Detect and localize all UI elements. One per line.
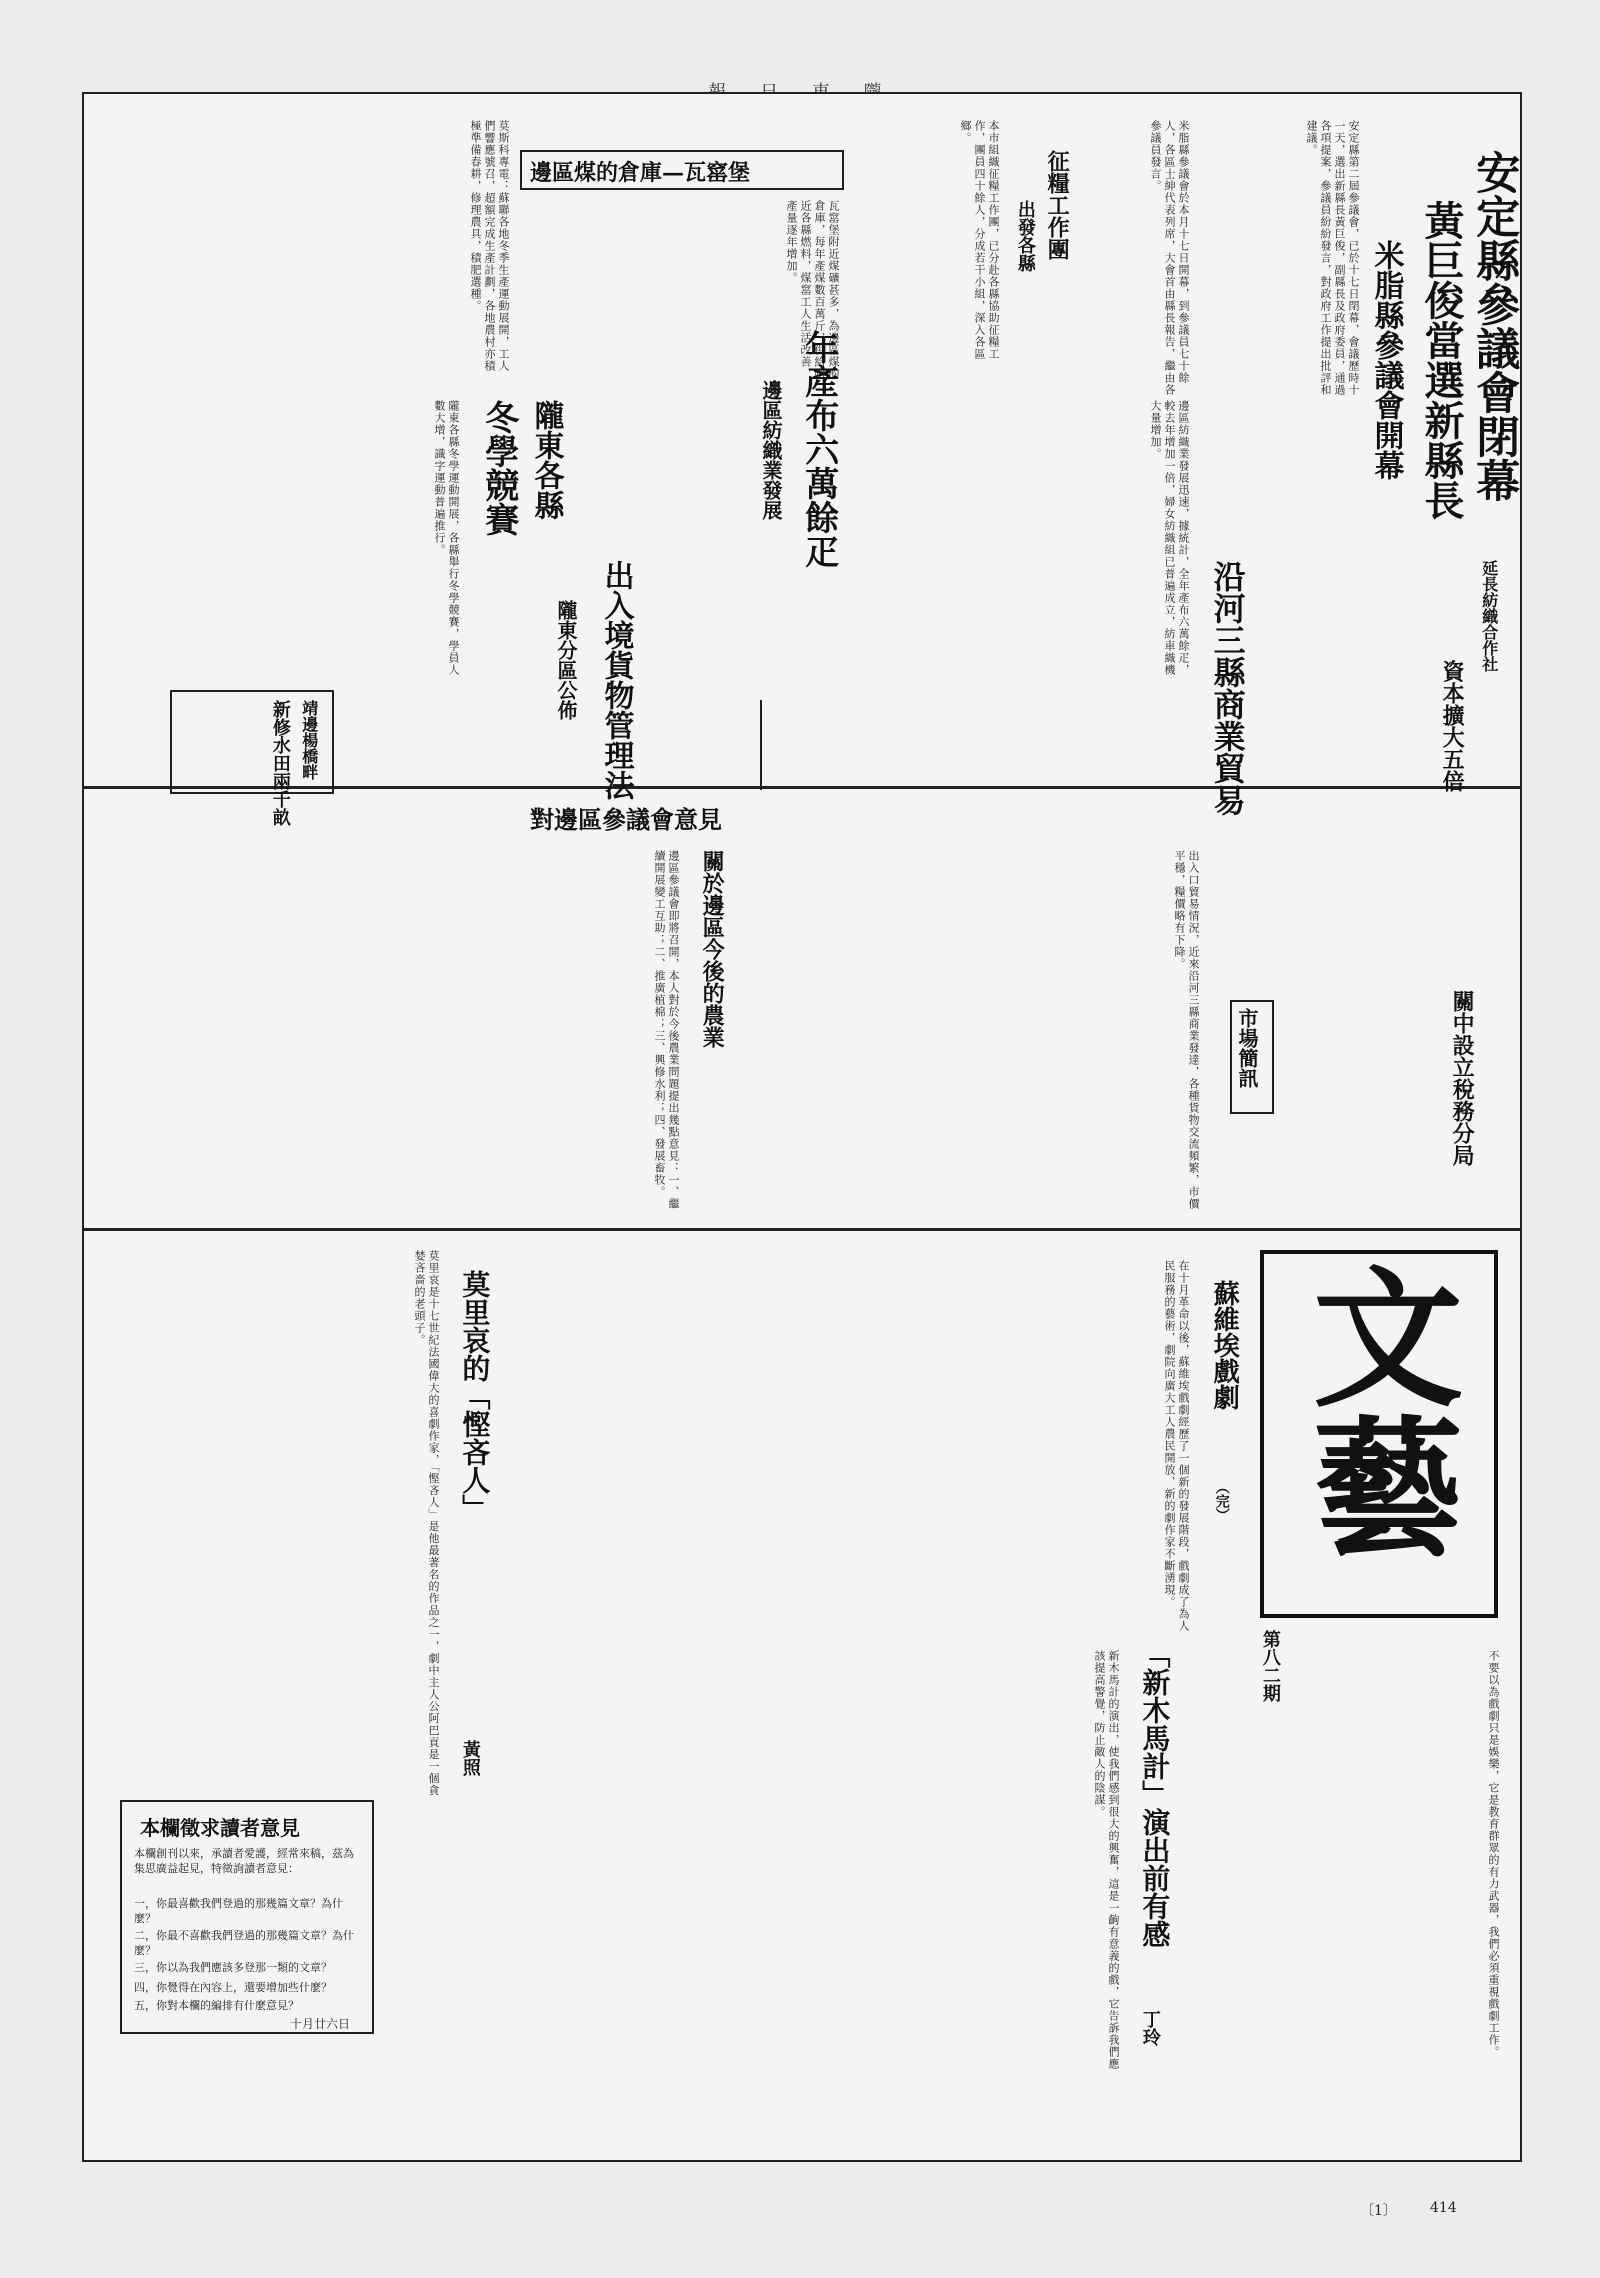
headline-zhengliang: 征糧工作團 — [1044, 150, 1071, 260]
article-text-wayaobu: 瓦窰堡附近煤礦甚多，為邊區煤的倉庫，每年產煤數百萬斤，供給附近各縣燃料，煤窰工人生活改善，產量逐年增加。 — [785, 200, 840, 380]
article-text-moliere: 莫里哀是十七世紀法國偉大的喜劇作家，「慳吝人」是他最著名的作品之一，劇中主人公阿巴貢是一個貪婪吝嗇的老頭子。 — [413, 1250, 440, 1797]
article-text-dongxue: 隴東各縣冬學運動開展，各縣舉行冬學競賽，學員人數大增，識字運動普遍推行。 — [433, 400, 460, 676]
headline-tax: 關中設立稅務分局 — [1449, 990, 1476, 1166]
headline-zhengliang-sub: 出發各縣 — [1014, 200, 1036, 272]
author-moliere: 黃照 — [459, 1740, 481, 1776]
reader-date: 十月廿六日 — [290, 2017, 351, 2031]
headline-newhorse: 「新木馬計」演出前有感 — [1138, 1640, 1172, 1948]
headline-anding: 安定縣參議會閉幕 — [1468, 150, 1520, 502]
article-text-opinion: 邊區參議會即將召開，本人對於今後農業問題提出幾點意見：一、繼續開展變工互助；二、推廣植棉；三、興修水利；四、發展畜牧。 — [653, 850, 680, 1210]
article-text-3: 本市組織征糧工作團，已分赴各縣協助征糧工作，團員四十餘人，分成若干小組，深入各區鄉。 — [959, 120, 1000, 360]
headline-dongxue: 冬學競賽 — [478, 400, 519, 536]
article-text-market: 出入口貿易情況，近來沿河三縣商業發達，各種貨物交流頻繁，市價平穩，糧價略有下降。 — [1173, 850, 1200, 1210]
headline-cloth: 年產布六萬餘疋 — [798, 330, 839, 568]
headline-yanhe: 沿河三縣商業貿易 — [1208, 560, 1247, 816]
author-newhorse: 丁玲 — [1139, 2010, 1161, 2046]
headline-huangjujun: 黃巨俊當選新縣長 — [1418, 200, 1465, 520]
article-text-newhorse: 新木馬計的演出，使我們感到很大的興奮，這是一齣有意義的戲，它告訴我們應該提高警覺，防止敵人的陰謀。 — [1093, 1650, 1120, 2070]
article-text-1: 安定縣第二屆參議會，已於十七日閉幕，會議歷時十一天，選出新縣長黃巨俊，副縣長及政府委員，通過各項提案，參議員紛紛發言，對政府工作提出批評和建議。 — [1305, 120, 1360, 396]
page-number: 〔1〕 — [1360, 2203, 1397, 2219]
reader-line-4: 四，你覺得在內容上，還要增加些什麼？ — [134, 1981, 332, 1994]
headline-cloth-sub: 邊區紡織業發展 — [759, 380, 783, 520]
headline-soviet: 蘇維埃戲劇 — [1209, 1280, 1240, 1410]
reader-title: 本欄徵求讀者意見 — [140, 1816, 300, 1840]
headline-shuitian: 新修水田兩千畝 — [269, 700, 291, 826]
article-text-left-top: 莫斯科專電：蘇聯各地冬季生產運動展開，工人們響應號召，超額完成生產計劃，各地農村亦積極準備春耕，修理農具，積肥選種。 — [469, 120, 510, 372]
reader-line-1: 一，你最喜歡我們登過的那幾篇文章？為什麼？ — [134, 1897, 343, 1925]
article-text-2: 米脂縣參議會於本月十七日開幕，到參議員七十餘人，各區士紳代表列席，大會首由縣長報告，繼由各參議員發言。 — [1149, 120, 1190, 396]
headline-mizhi: 米脂縣參議會開幕 — [1368, 240, 1404, 480]
headline-moliere: 莫里哀的「慳吝人」 — [458, 1270, 492, 1522]
headline-capital-sub: 延長紡織合作社 — [1479, 560, 1499, 672]
article-text-right-bottom: 不要以為戲劇只是娛樂，它是教育群眾的有力武器，我們必須重視戲劇工作。 — [1487, 1650, 1500, 2058]
wenyi-title: 文藝 — [1287, 1260, 1463, 1560]
headline-agri: 關於邊區今後的農業 — [699, 850, 726, 1048]
divider-v1 — [760, 700, 762, 790]
divider-middle — [82, 1228, 1522, 1231]
reader-line-2: 二，你最不喜歡我們登過的那幾篇文章？為什麼？ — [134, 1929, 354, 1957]
reader-line-0: 本欄創刊以來，承讀者愛護，經常來稿，茲為集思廣益起見，特徵詢讀者意見： — [134, 1847, 354, 1875]
headline-wayaobu: 邊區煤的倉庫—瓦窰堡 — [530, 160, 751, 186]
headline-capital: 資本擴大五倍 — [1439, 660, 1466, 792]
wenyi-issue: 第八二期 — [1259, 1630, 1281, 1702]
article-text-soviet: 在十月革命以後，蘇維埃戲劇經歷了一個新的發展階段，戲劇成了為人民服務的藝術，劇院向廣大工人農民開放，新的劇作家不斷湧現。 — [1163, 1260, 1190, 1632]
reader-line-3: 三，你以為我們應該多登那一類的文章？ — [134, 1961, 332, 1974]
headline-longdong: 隴東各縣 — [528, 400, 564, 520]
headline-market: 市場簡訊 — [1235, 1008, 1259, 1088]
headline-soviet-sub: （完） — [1213, 1480, 1230, 1522]
reader-line-5: 五，你對本欄的編排有什麼意見？ — [134, 1999, 299, 2012]
headline-jingbian: 靖邊楊橋畔 — [299, 700, 319, 780]
headline-huowu: 出入境貨物管理法 — [598, 560, 634, 800]
page-serial: 414 — [1430, 2200, 1457, 2216]
headline-huowu-sub: 隴東分區公佈 — [554, 600, 578, 720]
article-text-cloth: 邊區紡織業發展迅速，據統計，全年產布六萬餘疋，較去年增加一倍，婦女紡織組已普遍成立，紡車織機大量增加。 — [1149, 400, 1190, 676]
headline-opinion: 對邊區參議會意見 — [530, 805, 722, 834]
